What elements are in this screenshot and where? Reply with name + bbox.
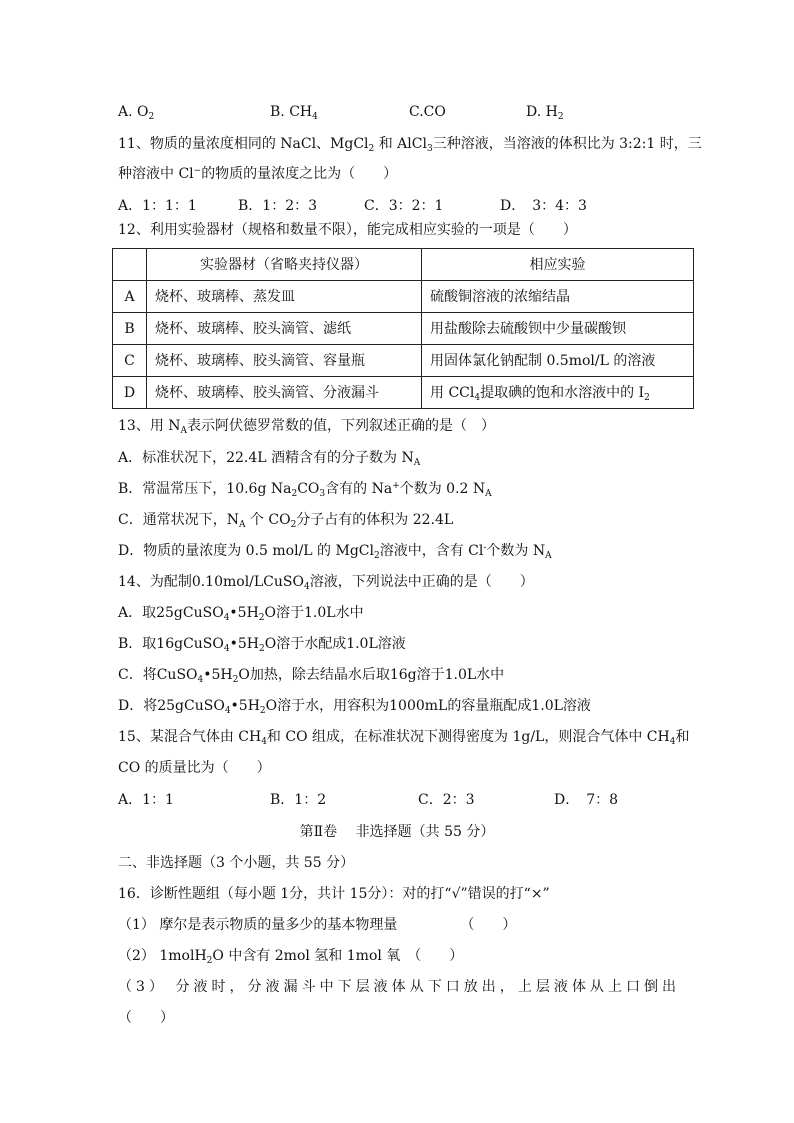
table-row bbox=[113, 281, 694, 313]
q16-item-3-bracket: （ ） bbox=[118, 1010, 174, 1026]
q14-option-c: C．将$CuSO_4•5H_2O$加热，除去结晶水后取16g溶于1.0L水中 bbox=[118, 667, 505, 685]
q11-option-d: D． 3：4：3 bbox=[500, 198, 587, 214]
row-equipment: 烧杯、玻璃棒、胶头滴管、容量瓶 bbox=[147, 345, 422, 377]
q12-table bbox=[112, 248, 694, 409]
q15-stem-line2: CO 的质量比为（ ） bbox=[118, 760, 271, 776]
q16-item-1: （1） 摩尔是表示物质的量多少的基本物理量 （ ） bbox=[118, 917, 517, 933]
row-experiment: 用固体氯化钠配制 0.5mol/L 的溶液 bbox=[422, 345, 694, 377]
q14-option-d: D．将$25gCuSO_4•5H_2O$溶于水，用容积为1000mL的容量瓶配成1.0L溶液 bbox=[118, 698, 591, 716]
part-heading: 二、非选择题（3 个小题，共 55 分） bbox=[118, 855, 355, 871]
table-header-experiment: 相应实验 bbox=[422, 249, 694, 281]
row-equipment: 烧杯、玻璃棒、胶头滴管、分液漏斗 bbox=[147, 377, 422, 409]
q16-item-2: （2） 1molH$_2$O 中含有 2mol 氢和 1mol 氧 （ ） bbox=[118, 948, 464, 966]
q11-stem-line2: 种溶液中 Cl−的物质的量浓度之比为（ ） bbox=[118, 166, 398, 182]
q15-option-b: B．1：2 bbox=[270, 792, 327, 808]
q16-stem: 16．诊断性题组（每小题 1分，共计 15分）：对的打“√”错误的打“×” bbox=[118, 886, 550, 902]
q14-option-a: A．取$25gCuSO_4•5H_2O$溶于1.0L水中 bbox=[118, 605, 364, 623]
q10-option-a: A. $O_2$ bbox=[118, 104, 155, 122]
q13-option-b: B．常温常压下，10.6g $Na_2CO_3$含有的 Na+个数为 0.2 $N_A$ bbox=[118, 481, 492, 499]
q16-item-3: （3） 分液时，分液漏斗中下层液体从下口放出，上层液体从上口倒出 bbox=[118, 979, 676, 995]
q13-option-a: A．标准状况下，22.4L 酒精含有的分子数为 $N_A$ bbox=[118, 450, 421, 468]
row-equipment: 烧杯、玻璃棒、胶头滴管、滤纸 bbox=[147, 313, 422, 345]
table-row bbox=[113, 313, 694, 345]
q11-option-b: B．1：2：3 bbox=[238, 198, 318, 214]
table-header-row bbox=[113, 249, 694, 281]
table-header-blank bbox=[113, 249, 147, 281]
row-experiment: 用盐酸除去硫酸钡中少量碳酸钡 bbox=[422, 313, 694, 345]
q10-option-b: B. $CH_4$ bbox=[270, 104, 318, 122]
q11-stem-line1: 11、物质的量浓度相同的 NaCl、MgCl$_2$ 和 AlCl$_3$三种溶液，当溶液的体积比为 3:2:1 时，三 bbox=[118, 136, 702, 154]
q13-option-d: D．物质的量浓度为 0.5 mol/L 的 MgCl$_2$溶液中，含有 Cl-个数为 $N_A$ bbox=[118, 543, 552, 561]
q12-stem: 12、利用实验器材（规格和数量不限），能完成相应实验的一项是（ ） bbox=[118, 222, 577, 238]
q15-option-d: D． 7：8 bbox=[554, 792, 619, 808]
q15-stem-line1: 15、某混合气体由 $CH_4$和 CO 组成，在标准状况下测得密度为 1g/L，则混合气体中 $CH_4$和 bbox=[118, 729, 690, 747]
row-experiment: 用 CCl$_4$提取碘的饱和水溶液中的 $I_2$ bbox=[422, 377, 694, 409]
row-label: C bbox=[113, 345, 147, 377]
row-equipment: 烧杯、玻璃棒、蒸发皿 bbox=[147, 281, 422, 313]
q13-stem: 13、用 $N_A$表示阿伏德罗常数的值，下列叙述正确的是（ ） bbox=[118, 418, 496, 436]
row-experiment: 硫酸铜溶液的浓缩结晶 bbox=[422, 281, 694, 313]
table-row bbox=[113, 345, 694, 377]
q15-option-a: A．1：1 bbox=[118, 792, 174, 808]
q11-option-c: C．3：2：1 bbox=[364, 198, 444, 214]
section-title: 第Ⅱ卷 非选择题（共 55 分） bbox=[299, 824, 495, 840]
q14-option-b: B．取$16gCuSO_4•5H_2O$溶于水配成1.0L溶液 bbox=[118, 636, 406, 654]
q11-option-a: A．1：1：1 bbox=[118, 198, 197, 214]
q13-option-c: C．通常状况下，$N_A$ 个 $CO_2$分子占有的体积为 22.4L bbox=[118, 512, 454, 530]
table-row bbox=[113, 377, 694, 409]
q10-option-c: C.CO bbox=[409, 104, 446, 120]
row-label: D bbox=[113, 377, 147, 409]
q14-stem: 14、为配制0.10mol/LCuSO$_4$溶液，下列说法中正确的是（ ） bbox=[118, 574, 534, 592]
table-header-equipment: 实验器材（省略夹持仪器） bbox=[147, 249, 422, 281]
row-label: B bbox=[113, 313, 147, 345]
q10-option-d: D. $H_2$ bbox=[526, 104, 564, 122]
q15-option-c: C．2：3 bbox=[418, 792, 475, 808]
row-label: A bbox=[113, 281, 147, 313]
